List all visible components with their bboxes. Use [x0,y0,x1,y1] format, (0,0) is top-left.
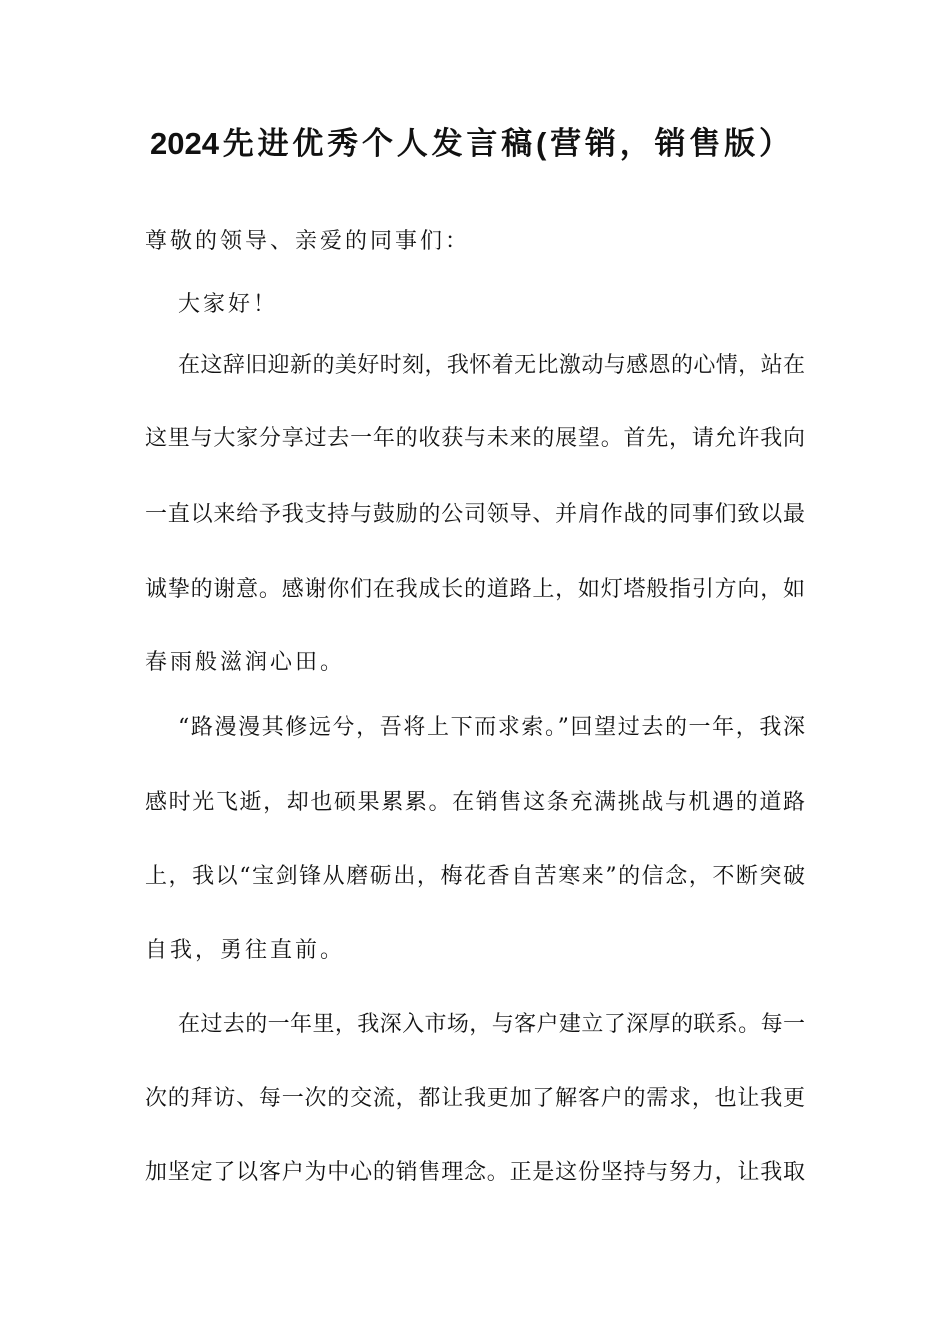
paragraph-line: 自我，勇往直前。 [145,938,346,963]
paragraph-line: 春雨般滋润心田。 [145,650,346,675]
paragraph-line: “路漫漫其修远兮，吾将上下而求索。”回望过去的一年，我深 [178,715,805,740]
paragraph-line: 上，我以“宝剑锋从磨砺出，梅花香自苦寒来”的信念，不断突破 [145,864,805,889]
document-title: 2024先进优秀个人发言稿(营销，销售版） [150,126,790,161]
paragraph-line: 这里与大家分享过去一年的收获与未来的展望。首先，请允许我向 [145,426,805,451]
paragraph-line: 在过去的一年里，我深入市场，与客户建立了深厚的联系。每一 [178,1012,805,1037]
paragraph-line: 在这辞旧迎新的美好时刻，我怀着无比激动与感恩的心情，站在 [178,353,805,378]
paragraph-line: 加坚定了以客户为中心的销售理念。正是这份坚持与努力，让我取 [145,1160,805,1185]
paragraph-line: 次的拜访、每一次的交流，都让我更加了解客户的需求，也让我更 [145,1086,805,1111]
greeting: 大家好！ [178,292,279,317]
salutation: 尊敬的领导、亲爱的同事们： [145,229,471,254]
paragraph-line: 诚挚的谢意。感谢你们在我成长的道路上，如灯塔般指引方向，如 [145,577,805,602]
paragraph-line: 感时光飞逝，却也硕果累累。在销售这条充满挑战与机遇的道路 [145,790,805,815]
paragraph-line: 一直以来给予我支持与鼓励的公司领导、并肩作战的同事们致以最 [145,502,805,527]
